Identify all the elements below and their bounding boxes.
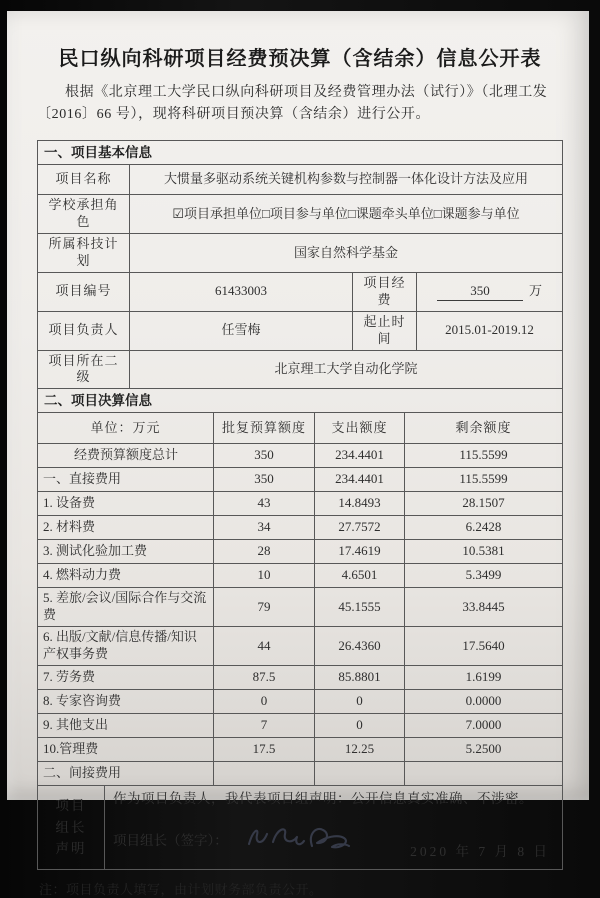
table-row	[38, 588, 563, 627]
table-row	[38, 311, 563, 350]
remaining-amount: 115.5599	[405, 444, 563, 468]
expense-name: 3. 测试化验加工费	[38, 540, 214, 564]
remaining-amount: 28.1507	[405, 492, 563, 516]
budget-amount: 350	[214, 444, 315, 468]
section1-header: 一、项目基本信息	[38, 141, 563, 165]
table-row	[38, 468, 563, 492]
spent-amount: 234.4401	[315, 468, 405, 492]
table-row	[38, 492, 563, 516]
budget-amount: 43	[214, 492, 315, 516]
remaining-amount: 0.0000	[405, 689, 563, 713]
table-row	[38, 761, 563, 785]
department-value: 北京理工大学自动化学院	[130, 350, 563, 389]
budget-amount: 0	[214, 689, 315, 713]
spent-amount: 0	[315, 713, 405, 737]
program-label: 所属科技计划	[38, 234, 130, 273]
department-label: 项目所在二级	[38, 350, 130, 389]
program-value: 国家自然科学基金	[130, 234, 563, 273]
table-row	[38, 516, 563, 540]
spent-amount: 14.8493	[315, 492, 405, 516]
section2-header: 二、项目决算信息	[38, 389, 563, 413]
budget-amount: 350	[214, 468, 315, 492]
period-value: 2015.01-2019.12	[417, 311, 563, 350]
spent-amount: 27.7572	[315, 516, 405, 540]
project-name-value: 大惯量多驱动系统关键机构参数与控制器一体化设计方法及应用	[130, 165, 563, 195]
table-row	[38, 350, 563, 389]
column-header-spent: 支出额度	[315, 413, 405, 444]
expense-name: 10.管理费	[38, 737, 214, 761]
basic-info-table	[37, 140, 563, 389]
expense-name: 1. 设备费	[38, 492, 214, 516]
funds-unit: 万	[528, 282, 542, 298]
spent-amount: 234.4401	[315, 444, 405, 468]
leader-value: 任雪梅	[130, 311, 353, 350]
expense-name: 2. 材料费	[38, 516, 214, 540]
table-row	[38, 737, 563, 761]
leader-label: 项目负责人	[38, 311, 130, 350]
expense-name: 6. 出版/文献/信息传播/知识产权事务费	[38, 627, 214, 666]
column-header-unit: 单位：万元	[38, 413, 214, 444]
table-row	[38, 564, 563, 588]
spent-amount: 26.4360	[315, 627, 405, 666]
table-row	[38, 234, 563, 273]
settlement-body	[38, 444, 563, 786]
project-name-label: 项目名称	[38, 165, 130, 195]
remaining-amount: 5.2500	[405, 737, 563, 761]
statement-content-cell	[105, 785, 563, 869]
table-row	[38, 444, 563, 468]
statement-date: 2020 年 7 月 8 日	[410, 844, 550, 860]
section1-header-row	[38, 141, 563, 165]
table-row	[38, 713, 563, 737]
budget-amount: 28	[214, 540, 315, 564]
funds-value-cell	[417, 272, 563, 311]
expense-name: 二、间接费用	[38, 761, 214, 785]
expense-name: 8. 专家咨询费	[38, 689, 214, 713]
settlement-table	[37, 388, 563, 786]
budget-amount: 10	[214, 564, 315, 588]
spent-amount: 17.4619	[315, 540, 405, 564]
remaining-amount: 17.5640	[405, 627, 563, 666]
table-row	[38, 540, 563, 564]
budget-amount: 7	[214, 713, 315, 737]
table-row	[38, 195, 563, 234]
expense-name: 9. 其他支出	[38, 713, 214, 737]
remaining-amount: 1.6199	[405, 665, 563, 689]
remaining-amount: 6.2428	[405, 516, 563, 540]
table-row	[38, 272, 563, 311]
side-label-line: 声明	[55, 841, 87, 857]
spent-amount: 85.8801	[315, 665, 405, 689]
declaration-text: 作为项目负责人，我代表项目组声明：公开信息真实准确、不涉密。	[113, 790, 533, 806]
side-label-line: 组长	[55, 819, 87, 835]
column-header-remaining: 剩余额度	[405, 413, 563, 444]
section2-header-row	[38, 389, 563, 413]
statement-table	[37, 785, 563, 870]
document-content	[37, 11, 563, 898]
funds-label: 项目经费	[353, 272, 417, 311]
expense-name: 7. 劳务费	[38, 665, 214, 689]
expense-name: 5. 差旅/会议/国际合作与交流费	[38, 588, 214, 627]
signature-handwriting	[242, 821, 354, 853]
settlement-column-header-row	[38, 413, 563, 444]
intro-paragraph: 根据《北京理工大学民口纵向科研项目及经费管理办法（试行）》（北理工发〔2016〕66 号），现将科研项目预决算（含结余）进行公开。	[37, 85, 548, 122]
remaining-amount: 115.5599	[405, 468, 563, 492]
budget-amount	[214, 761, 315, 785]
spent-amount: 12.25	[315, 737, 405, 761]
budget-amount: 87.5	[214, 665, 315, 689]
budget-amount: 79	[214, 588, 315, 627]
table-row	[38, 689, 563, 713]
expense-name: 一、直接费用	[38, 468, 214, 492]
column-header-budget: 批复预算额度	[214, 413, 315, 444]
spent-amount: 0	[315, 689, 405, 713]
remaining-amount: 7.0000	[405, 713, 563, 737]
budget-amount: 17.5	[214, 737, 315, 761]
project-code-label: 项目编号	[38, 272, 130, 311]
period-label: 起止时间	[353, 311, 417, 350]
table-row	[38, 165, 563, 195]
budget-amount: 34	[214, 516, 315, 540]
spent-amount: 45.1555	[315, 588, 405, 627]
remaining-amount: 5.3499	[405, 564, 563, 588]
role-checkboxes: ☑项目承担单位□项目参与单位□课题牵头单位□课题参与单位	[130, 195, 563, 234]
funds-amount: 350	[437, 283, 523, 301]
project-code-value: 61433003	[130, 272, 353, 311]
statement-row	[38, 785, 563, 869]
expense-name: 4. 燃料动力费	[38, 564, 214, 588]
remaining-amount: 10.5381	[405, 540, 563, 564]
table-row	[38, 627, 563, 666]
statement-side-label	[38, 785, 105, 869]
expense-name: 经费预算额度总计	[38, 444, 214, 468]
role-label: 学校承担角色	[38, 195, 130, 234]
spent-amount: 4.6501	[315, 564, 405, 588]
signature-label: 项目组长（签字）：	[113, 832, 228, 848]
spent-amount	[315, 761, 405, 785]
footnote: 注：项目负责人填写，由计划财务部负责公开。	[39, 881, 323, 897]
table-row	[38, 665, 563, 689]
page-title: 民口纵向科研项目经费预决算（含结余）信息公开表	[58, 48, 542, 70]
side-label-line: 项目	[55, 797, 87, 813]
remaining-amount: 33.8445	[405, 588, 563, 627]
paper-sheet	[7, 11, 589, 897]
budget-amount: 44	[214, 627, 315, 666]
remaining-amount	[405, 761, 563, 785]
